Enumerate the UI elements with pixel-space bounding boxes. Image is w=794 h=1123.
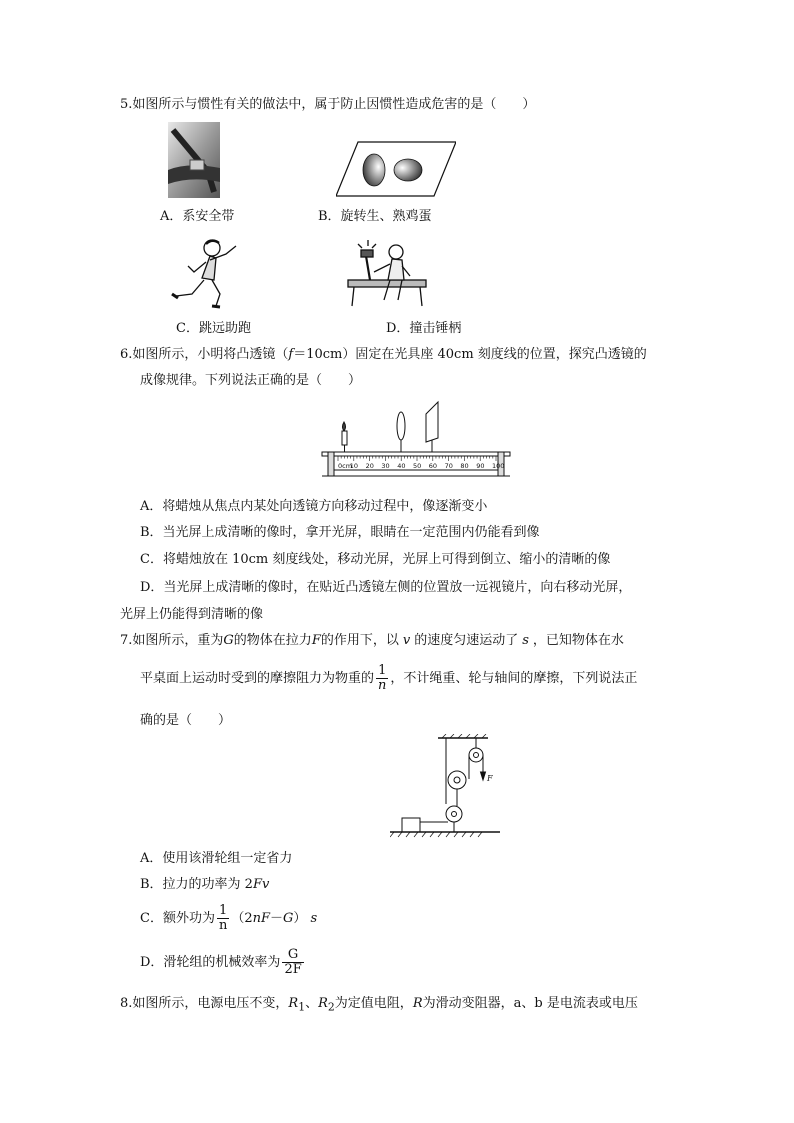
ruler-label: 20 — [365, 462, 374, 470]
fraction: $\frac{1}{n}$ — [378, 663, 387, 693]
ruler-label: 90 — [476, 462, 485, 470]
q5-option-d: D．撞击锤柄 — [386, 321, 462, 336]
candle-icon — [342, 431, 347, 445]
q6-stem-line1: 6.如图所示，小明将凸透镜（f＝10cm）固定在光具座 40cm 刻度线的位置，探究凸透镜的 — [120, 347, 647, 362]
q7-stem-line3: 确的是（ ） — [140, 713, 232, 728]
ruler-label: 30 — [381, 462, 390, 470]
q7-option-d: D．滑轮组的机械效率为 $\frac{G}{2F}$ — [140, 947, 302, 977]
ruler-label: 60 — [428, 462, 438, 470]
ruler-label: 80 — [460, 462, 469, 470]
q6-option-c: C．将蜡烛放在 10cm 刻度线处，移动光屏，光屏上可得到倒立、缩小的清晰的像 — [140, 552, 611, 567]
q6-option-d-line2: 光屏上仍能得到清晰的像 — [120, 607, 264, 622]
fraction: $\frac{1}{n}$ — [218, 903, 228, 933]
q6-option-b: B．当光屏上成清晰的像时，拿开光屏，眼睛在一定范围内仍能看到像 — [140, 525, 540, 540]
runner-image — [166, 236, 244, 310]
q6-stem-line2: 成像规律。下列说法正确的是（ ） — [140, 373, 362, 388]
ruler-label: 40 — [397, 462, 406, 470]
ruler-label: 10 — [349, 462, 359, 470]
q7-stem-line2: 平桌面上运动时受到的摩擦阻力为物重的 $\frac{1}{n}$ ，不计绳重、轮与轴间的摩擦，下列说法正 — [140, 663, 638, 693]
q8-stem-line1: 8.如图所示，电源电压不变，$R_1$、$R_2$为定值电阻，R为滑动变阻器，a、b 是电流表或电压 — [120, 996, 638, 1014]
ruler-label: 50 — [413, 462, 422, 470]
q5-option-c: C．跳远助跑 — [176, 321, 251, 336]
force-label: F — [487, 774, 493, 783]
q7-option-c: C．额外功为 $\frac{1}{n}$ （2nF－G） s — [140, 903, 318, 933]
pulley-system-diagram — [390, 734, 500, 842]
seatbelt-image — [168, 122, 220, 198]
candle-flame-icon — [343, 422, 346, 431]
q7-stem-line1: 7.如图所示，重为G的物体在拉力F的作用下，以 v 的速度匀速运动了 s ，已知物体在水 — [120, 633, 624, 648]
q5-option-b: B．旋转生、熟鸡蛋 — [318, 209, 432, 224]
hammer-bench-image — [344, 236, 428, 310]
q7-option-a: A．使用该滑轮组一定省力 — [140, 851, 293, 866]
q6-option-d-line1: D．当光屏上成清晰的像时，在贴近凸透镜左侧的位置放一远视镜片，向右移动光屏， — [140, 580, 632, 595]
q5-stem: 5.如图所示与惯性有关的做法中，属于防止因惯性造成危害的是（ ） — [120, 97, 536, 112]
block-icon — [402, 818, 420, 832]
q5-option-a: A．系安全带 — [160, 209, 235, 224]
force-arrow-icon — [481, 772, 486, 780]
q6-option-a: A．将蜡烛从焦点内某处向透镜方向移动过程中，像逐渐变小 — [140, 499, 488, 514]
light-screen-icon — [426, 402, 438, 442]
eggs-diagram — [336, 140, 456, 200]
ruler-label: 100 — [492, 462, 505, 470]
ruler-label: 70 — [444, 462, 453, 470]
q7-option-b: B．拉力的功率为 2Fv — [140, 877, 270, 892]
fraction: $\frac{G}{2F}$ — [284, 947, 302, 977]
convex-lens-icon — [397, 412, 405, 440]
ruler-label: 0cm — [338, 462, 353, 470]
optical-bench-diagram — [320, 400, 512, 490]
